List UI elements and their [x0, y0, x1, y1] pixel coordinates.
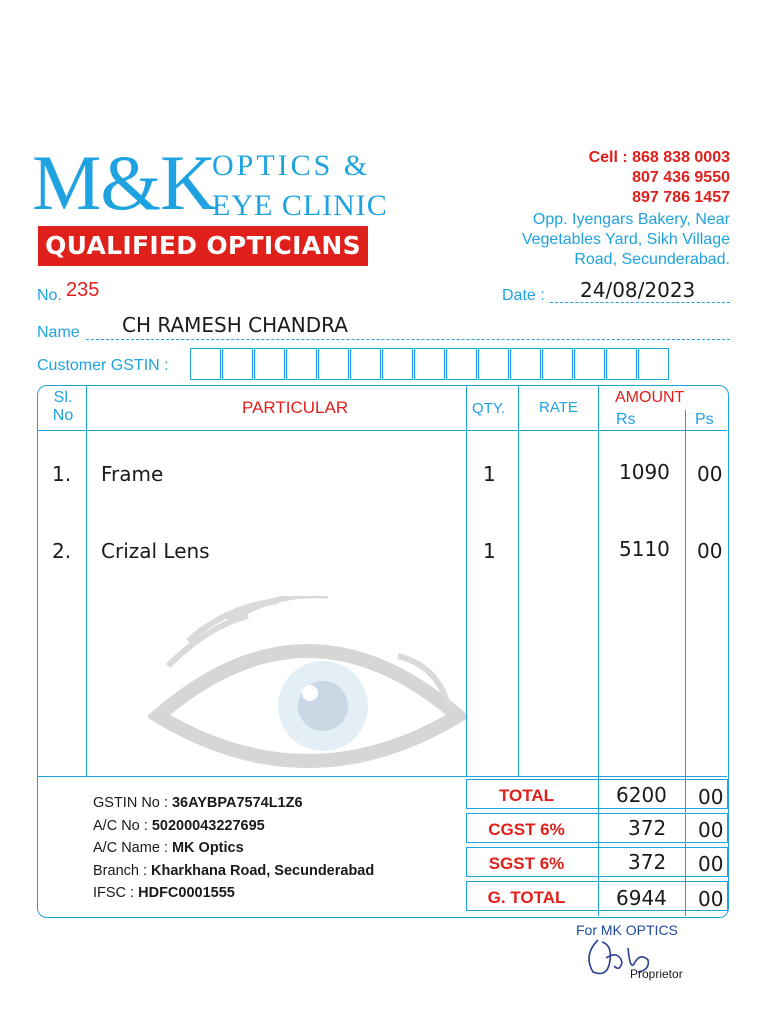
cgst-ps: 00: [698, 818, 724, 842]
ifsc-code: IFSC : HDFC0001555: [93, 885, 235, 901]
row-1-qty: 1: [483, 462, 496, 486]
col-header-particular: PARTICULAR: [242, 398, 349, 417]
row-2-qty: 1: [483, 539, 496, 563]
name-label: Name: [37, 324, 80, 341]
row-2-rs: 5110: [619, 537, 670, 561]
sgst-ps: 00: [698, 852, 724, 876]
for-mk-optics-label: For MK OPTICS: [576, 922, 678, 938]
col-header-rate: RATE: [539, 399, 578, 416]
invoice-no-label: No.: [37, 287, 62, 304]
address-line-3: Road, Secunderabad.: [574, 251, 730, 268]
col-header-rs: Rs: [616, 411, 636, 428]
cell-numbers: [589, 148, 730, 208]
address-line-2: Vegetables Yard, Sikh Village: [521, 231, 730, 248]
cell-line-3: 897 786 1457: [632, 189, 730, 206]
total-label: TOTAL: [498, 786, 555, 805]
logo-mark: M&K: [32, 139, 216, 226]
col-header-sl: Sl. No: [52, 389, 74, 424]
account-number: A/C No : 50200043227695: [93, 817, 265, 834]
col-header-ps: Ps: [695, 411, 714, 428]
logo-line-eye-clinic: EYE CLINIC: [212, 189, 388, 222]
col-header-qty: QTY.: [472, 400, 506, 417]
proprietor-label: Proprietor: [630, 967, 683, 981]
logo-line-optics: OPTICS &: [212, 149, 371, 182]
cgst-label: CGST 6%: [488, 820, 565, 839]
row-2-ps: 00: [697, 539, 723, 563]
col-header-amount: AMOUNT: [615, 389, 685, 406]
cell-line-2: 807 436 9550: [632, 169, 730, 186]
invoice-no-value: 235: [66, 279, 100, 301]
total-rs: 6200: [616, 783, 667, 807]
name-line: [86, 339, 730, 340]
grand-total-rs: 6944: [616, 886, 667, 910]
row-1-ps: 00: [697, 462, 723, 486]
row-2-particular: Crizal Lens: [101, 539, 210, 563]
shop-gstin: GSTIN No : 36AYBPA7574L1Z6: [93, 795, 303, 811]
date-line: [550, 302, 730, 303]
date-value: 24/08/2023: [580, 278, 696, 302]
grand-total-label: G. TOTAL: [487, 888, 566, 907]
shop-address: [522, 210, 730, 270]
cell-line-1: Cell : 868 838 0003: [588, 149, 730, 166]
customer-gstin-label: Customer GSTIN :: [37, 357, 169, 374]
row-2-sl: 2.: [52, 539, 72, 563]
sgst-rs: 372: [628, 850, 667, 874]
date-label: Date :: [502, 287, 545, 304]
qualified-opticians-banner: QUALIFIED OPTICIANS: [38, 226, 368, 266]
grand-total-ps: 00: [698, 887, 724, 911]
row-1-particular: Frame: [101, 462, 164, 486]
branch: Branch : Kharkhana Road, Secunderabad: [93, 862, 375, 879]
total-ps: 00: [698, 785, 724, 809]
cgst-rs: 372: [628, 816, 667, 840]
address-line-1: Opp. Iyengars Bakery, Near: [532, 211, 730, 228]
row-1-rs: 1090: [619, 460, 670, 484]
row-1-sl: 1.: [52, 462, 72, 486]
sgst-label: SGST 6%: [488, 854, 565, 873]
bank-details: [93, 792, 374, 905]
customer-gstin-boxes: [190, 348, 670, 380]
customer-name: CH RAMESH CHANDRA: [122, 313, 348, 337]
eye-watermark-icon: [148, 596, 468, 796]
account-name: A/C Name : MK Optics: [93, 840, 244, 856]
